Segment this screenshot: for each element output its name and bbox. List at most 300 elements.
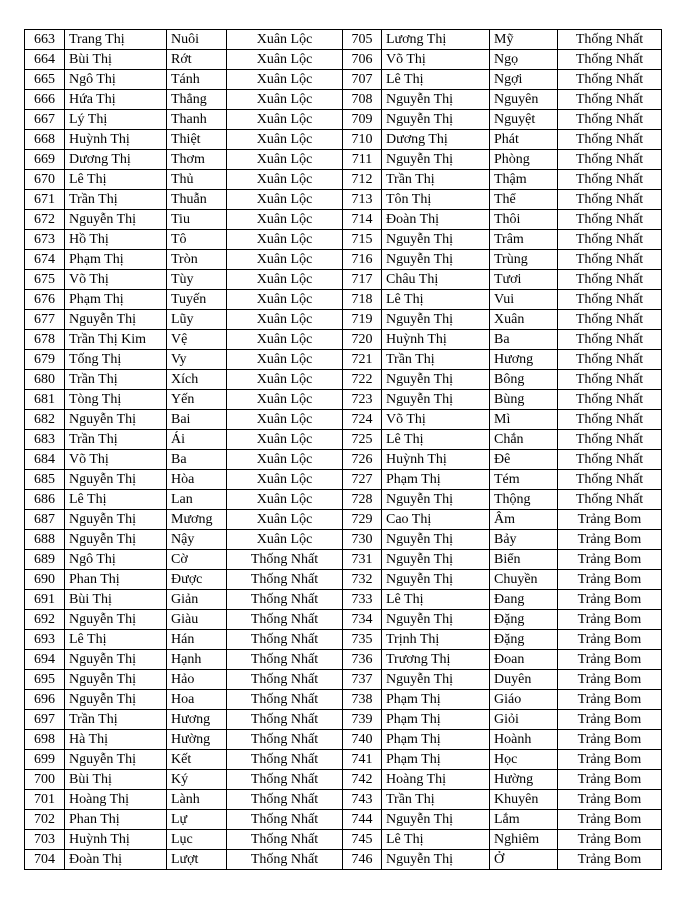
surname-cell: Dương Thị xyxy=(382,130,490,150)
surname-cell: Châu Thị xyxy=(382,270,490,290)
locality-cell: Thống Nhất xyxy=(558,270,662,290)
surname-cell: Trần Thị Kim xyxy=(65,330,167,350)
given-name-cell: Giáo xyxy=(490,690,558,710)
locality-cell: Thống Nhất xyxy=(227,590,343,610)
entry-number-cell: 735 xyxy=(343,630,382,650)
given-name-cell: Giỏi xyxy=(490,710,558,730)
entry-number-cell: 679 xyxy=(25,350,65,370)
entry-number-cell: 698 xyxy=(25,730,65,750)
given-name-cell: Ba xyxy=(490,330,558,350)
entry-number-cell: 711 xyxy=(343,150,382,170)
table-row xyxy=(25,550,662,570)
given-name-cell: Thôi xyxy=(490,210,558,230)
entry-number-cell: 743 xyxy=(343,790,382,810)
surname-cell: Nguyễn Thị xyxy=(65,510,167,530)
surname-cell: Trịnh Thị xyxy=(382,630,490,650)
table-row xyxy=(25,850,662,870)
locality-cell: Thống Nhất xyxy=(558,350,662,370)
entry-number-cell: 693 xyxy=(25,630,65,650)
table-row xyxy=(25,770,662,790)
surname-cell: Lê Thị xyxy=(65,170,167,190)
table-row xyxy=(25,90,662,110)
given-name-cell: Khuyên xyxy=(490,790,558,810)
given-name-cell: Hạnh xyxy=(167,650,227,670)
entry-number-cell: 675 xyxy=(25,270,65,290)
entry-number-cell: 677 xyxy=(25,310,65,330)
entry-number-cell: 725 xyxy=(343,430,382,450)
surname-cell: Đoàn Thị xyxy=(382,210,490,230)
surname-cell: Nguyễn Thị xyxy=(382,110,490,130)
locality-cell: Trảng Bom xyxy=(558,630,662,650)
locality-cell: Xuân Lộc xyxy=(227,270,343,290)
surname-cell: Nguyễn Thị xyxy=(382,250,490,270)
surname-cell: Nguyễn Thị xyxy=(65,650,167,670)
given-name-cell: Hường xyxy=(167,730,227,750)
given-name-cell: Giản xyxy=(167,590,227,610)
locality-cell: Trảng Bom xyxy=(558,670,662,690)
given-name-cell: Nguyên xyxy=(490,90,558,110)
locality-cell: Thống Nhất xyxy=(558,410,662,430)
entry-number-cell: 715 xyxy=(343,230,382,250)
given-name-cell: Mương xyxy=(167,510,227,530)
surname-cell: Lê Thị xyxy=(382,590,490,610)
entry-number-cell: 720 xyxy=(343,330,382,350)
table-row xyxy=(25,530,662,550)
surname-cell: Lê Thị xyxy=(65,490,167,510)
entry-number-cell: 672 xyxy=(25,210,65,230)
locality-cell: Xuân Lộc xyxy=(227,50,343,70)
table-row xyxy=(25,510,662,530)
locality-cell: Trảng Bom xyxy=(558,690,662,710)
locality-cell: Xuân Lộc xyxy=(227,250,343,270)
locality-cell: Thống Nhất xyxy=(558,210,662,230)
entry-number-cell: 739 xyxy=(343,710,382,730)
table-row xyxy=(25,230,662,250)
locality-cell: Thống Nhất xyxy=(558,330,662,350)
surname-cell: Bùi Thị xyxy=(65,50,167,70)
locality-cell: Xuân Lộc xyxy=(227,70,343,90)
locality-cell: Thống Nhất xyxy=(558,70,662,90)
entry-number-cell: 746 xyxy=(343,850,382,870)
given-name-cell: Thộng xyxy=(490,490,558,510)
locality-cell: Thống Nhất xyxy=(227,730,343,750)
surname-cell: Dương Thị xyxy=(65,150,167,170)
given-name-cell: Thanh xyxy=(167,110,227,130)
table-row xyxy=(25,430,662,450)
table-row xyxy=(25,170,662,190)
entry-number-cell: 742 xyxy=(343,770,382,790)
surname-cell: Nguyễn Thị xyxy=(382,490,490,510)
surname-cell: Phạm Thị xyxy=(65,290,167,310)
roster-table xyxy=(24,29,662,870)
locality-cell: Trảng Bom xyxy=(558,710,662,730)
given-name-cell: Học xyxy=(490,750,558,770)
entry-number-cell: 721 xyxy=(343,350,382,370)
given-name-cell: Trâm xyxy=(490,230,558,250)
locality-cell: Trảng Bom xyxy=(558,790,662,810)
surname-cell: Trương Thị xyxy=(382,650,490,670)
surname-cell: Huỳnh Thị xyxy=(65,130,167,150)
locality-cell: Thống Nhất xyxy=(558,230,662,250)
locality-cell: Xuân Lộc xyxy=(227,110,343,130)
given-name-cell: Ái xyxy=(167,430,227,450)
entry-number-cell: 744 xyxy=(343,810,382,830)
entry-number-cell: 676 xyxy=(25,290,65,310)
locality-cell: Xuân Lộc xyxy=(227,330,343,350)
locality-cell: Xuân Lộc xyxy=(227,210,343,230)
entry-number-cell: 713 xyxy=(343,190,382,210)
given-name-cell: Đoan xyxy=(490,650,558,670)
entry-number-cell: 664 xyxy=(25,50,65,70)
surname-cell: Lê Thị xyxy=(382,290,490,310)
given-name-cell: Trùng xyxy=(490,250,558,270)
surname-cell: Nguyễn Thị xyxy=(65,750,167,770)
surname-cell: Nguyễn Thị xyxy=(382,90,490,110)
locality-cell: Xuân Lộc xyxy=(227,150,343,170)
surname-cell: Nguyễn Thị xyxy=(65,670,167,690)
locality-cell: Thống Nhất xyxy=(558,250,662,270)
given-name-cell: Hương xyxy=(167,710,227,730)
entry-number-cell: 695 xyxy=(25,670,65,690)
surname-cell: Trần Thị xyxy=(65,190,167,210)
given-name-cell: Hảo xyxy=(167,670,227,690)
surname-cell: Phan Thị xyxy=(65,810,167,830)
given-name-cell: Lan xyxy=(167,490,227,510)
entry-number-cell: 663 xyxy=(25,30,65,50)
surname-cell: Võ Thị xyxy=(65,270,167,290)
table-row xyxy=(25,450,662,470)
surname-cell: Nguyễn Thị xyxy=(65,530,167,550)
given-name-cell: Thuẫn xyxy=(167,190,227,210)
locality-cell: Xuân Lộc xyxy=(227,290,343,310)
entry-number-cell: 704 xyxy=(25,850,65,870)
entry-number-cell: 717 xyxy=(343,270,382,290)
locality-cell: Trảng Bom xyxy=(558,590,662,610)
given-name-cell: Âm xyxy=(490,510,558,530)
table-row xyxy=(25,470,662,490)
given-name-cell: Thơm xyxy=(167,150,227,170)
given-name-cell: Duyên xyxy=(490,670,558,690)
surname-cell: Cao Thị xyxy=(382,510,490,530)
given-name-cell: Hoành xyxy=(490,730,558,750)
table-row xyxy=(25,50,662,70)
locality-cell: Xuân Lộc xyxy=(227,90,343,110)
given-name-cell: Hòa xyxy=(167,470,227,490)
locality-cell: Thống Nhất xyxy=(558,290,662,310)
entry-number-cell: 718 xyxy=(343,290,382,310)
entry-number-cell: 668 xyxy=(25,130,65,150)
entry-number-cell: 705 xyxy=(343,30,382,50)
table-row xyxy=(25,150,662,170)
surname-cell: Ngô Thị xyxy=(65,550,167,570)
surname-cell: Đoàn Thị xyxy=(65,850,167,870)
surname-cell: Nguyễn Thị xyxy=(65,610,167,630)
entry-number-cell: 730 xyxy=(343,530,382,550)
entry-number-cell: 731 xyxy=(343,550,382,570)
entry-number-cell: 737 xyxy=(343,670,382,690)
given-name-cell: Phòng xyxy=(490,150,558,170)
table-row xyxy=(25,390,662,410)
locality-cell: Thống Nhất xyxy=(227,810,343,830)
surname-cell: Lý Thị xyxy=(65,110,167,130)
given-name-cell: Thậm xyxy=(490,170,558,190)
locality-cell: Thống Nhất xyxy=(227,630,343,650)
locality-cell: Thống Nhất xyxy=(227,850,343,870)
surname-cell: Trần Thị xyxy=(65,430,167,450)
locality-cell: Trảng Bom xyxy=(558,610,662,630)
given-name-cell: Vui xyxy=(490,290,558,310)
given-name-cell: Giàu xyxy=(167,610,227,630)
entry-number-cell: 740 xyxy=(343,730,382,750)
locality-cell: Thống Nhất xyxy=(227,650,343,670)
entry-number-cell: 686 xyxy=(25,490,65,510)
surname-cell: Nguyễn Thị xyxy=(382,390,490,410)
entry-number-cell: 712 xyxy=(343,170,382,190)
locality-cell: Thống Nhất xyxy=(227,570,343,590)
given-name-cell: Hoa xyxy=(167,690,227,710)
locality-cell: Trảng Bom xyxy=(558,830,662,850)
entry-number-cell: 709 xyxy=(343,110,382,130)
surname-cell: Lê Thị xyxy=(382,70,490,90)
given-name-cell: Hường xyxy=(490,770,558,790)
given-name-cell: Lự xyxy=(167,810,227,830)
entry-number-cell: 719 xyxy=(343,310,382,330)
given-name-cell: Hương xyxy=(490,350,558,370)
locality-cell: Xuân Lộc xyxy=(227,30,343,50)
entry-number-cell: 687 xyxy=(25,510,65,530)
surname-cell: Trang Thị xyxy=(65,30,167,50)
table-row xyxy=(25,490,662,510)
surname-cell: Nguyễn Thị xyxy=(382,570,490,590)
given-name-cell: Vệ xyxy=(167,330,227,350)
entry-number-cell: 722 xyxy=(343,370,382,390)
entry-number-cell: 716 xyxy=(343,250,382,270)
surname-cell: Phạm Thị xyxy=(382,730,490,750)
entry-number-cell: 697 xyxy=(25,710,65,730)
table-row xyxy=(25,610,662,630)
locality-cell: Trảng Bom xyxy=(558,770,662,790)
table-row xyxy=(25,750,662,770)
given-name-cell: Tô xyxy=(167,230,227,250)
given-name-cell: Kết xyxy=(167,750,227,770)
entry-number-cell: 680 xyxy=(25,370,65,390)
locality-cell: Thống Nhất xyxy=(558,50,662,70)
given-name-cell: Đang xyxy=(490,590,558,610)
table-row xyxy=(25,190,662,210)
table-row xyxy=(25,370,662,390)
given-name-cell: Hán xyxy=(167,630,227,650)
locality-cell: Thống Nhất xyxy=(227,610,343,630)
surname-cell: Hứa Thị xyxy=(65,90,167,110)
table-row xyxy=(25,70,662,90)
table-row xyxy=(25,130,662,150)
surname-cell: Lê Thị xyxy=(382,430,490,450)
entry-number-cell: 745 xyxy=(343,830,382,850)
surname-cell: Nguyễn Thị xyxy=(65,410,167,430)
surname-cell: Hoàng Thị xyxy=(382,770,490,790)
entry-number-cell: 688 xyxy=(25,530,65,550)
given-name-cell: Đê xyxy=(490,450,558,470)
locality-cell: Trảng Bom xyxy=(558,810,662,830)
entry-number-cell: 710 xyxy=(343,130,382,150)
entry-number-cell: 703 xyxy=(25,830,65,850)
surname-cell: Trần Thị xyxy=(65,710,167,730)
surname-cell: Phạm Thị xyxy=(65,250,167,270)
locality-cell: Trảng Bom xyxy=(558,550,662,570)
surname-cell: Nguyễn Thị xyxy=(382,670,490,690)
given-name-cell: Ngợi xyxy=(490,70,558,90)
surname-cell: Nguyễn Thị xyxy=(65,690,167,710)
locality-cell: Thống Nhất xyxy=(227,710,343,730)
entry-number-cell: 726 xyxy=(343,450,382,470)
locality-cell: Thống Nhất xyxy=(558,110,662,130)
surname-cell: Võ Thị xyxy=(382,410,490,430)
entry-number-cell: 733 xyxy=(343,590,382,610)
entry-number-cell: 707 xyxy=(343,70,382,90)
locality-cell: Thống Nhất xyxy=(227,550,343,570)
surname-cell: Phạm Thị xyxy=(382,470,490,490)
entry-number-cell: 685 xyxy=(25,470,65,490)
given-name-cell: Ký xyxy=(167,770,227,790)
given-name-cell: Phát xyxy=(490,130,558,150)
surname-cell: Trần Thị xyxy=(382,350,490,370)
locality-cell: Xuân Lộc xyxy=(227,310,343,330)
given-name-cell: Tùy xyxy=(167,270,227,290)
given-name-cell: Yến xyxy=(167,390,227,410)
locality-cell: Thống Nhất xyxy=(558,310,662,330)
surname-cell: Tôn Thị xyxy=(382,190,490,210)
given-name-cell: Tươi xyxy=(490,270,558,290)
locality-cell: Thống Nhất xyxy=(558,430,662,450)
entry-number-cell: 671 xyxy=(25,190,65,210)
locality-cell: Xuân Lộc xyxy=(227,490,343,510)
surname-cell: Nguyễn Thị xyxy=(382,150,490,170)
entry-number-cell: 734 xyxy=(343,610,382,630)
locality-cell: Thống Nhất xyxy=(227,790,343,810)
entry-number-cell: 694 xyxy=(25,650,65,670)
surname-cell: Lê Thị xyxy=(382,830,490,850)
given-name-cell: Thủ xyxy=(167,170,227,190)
entry-number-cell: 666 xyxy=(25,90,65,110)
surname-cell: Nguyễn Thị xyxy=(382,810,490,830)
table-row xyxy=(25,250,662,270)
given-name-cell: Tánh xyxy=(167,70,227,90)
table-row xyxy=(25,310,662,330)
locality-cell: Xuân Lộc xyxy=(227,470,343,490)
entry-number-cell: 696 xyxy=(25,690,65,710)
surname-cell: Nguyễn Thị xyxy=(65,210,167,230)
given-name-cell: Lượt xyxy=(167,850,227,870)
entry-number-cell: 667 xyxy=(25,110,65,130)
locality-cell: Xuân Lộc xyxy=(227,130,343,150)
given-name-cell: Được xyxy=(167,570,227,590)
given-name-cell: Lũy xyxy=(167,310,227,330)
given-name-cell: Bùng xyxy=(490,390,558,410)
given-name-cell: Bảy xyxy=(490,530,558,550)
roster-body xyxy=(25,30,662,870)
locality-cell: Xuân Lộc xyxy=(227,370,343,390)
given-name-cell: Ngọ xyxy=(490,50,558,70)
locality-cell: Thống Nhất xyxy=(227,670,343,690)
entry-number-cell: 681 xyxy=(25,390,65,410)
entry-number-cell: 701 xyxy=(25,790,65,810)
entry-number-cell: 732 xyxy=(343,570,382,590)
table-row xyxy=(25,690,662,710)
entry-number-cell: 727 xyxy=(343,470,382,490)
given-name-cell: Nậy xyxy=(167,530,227,550)
given-name-cell: Xích xyxy=(167,370,227,390)
table-row xyxy=(25,110,662,130)
surname-cell: Tống Thị xyxy=(65,350,167,370)
given-name-cell: Đặng xyxy=(490,610,558,630)
surname-cell: Phạm Thị xyxy=(382,690,490,710)
entry-number-cell: 692 xyxy=(25,610,65,630)
surname-cell: Bùi Thị xyxy=(65,590,167,610)
entry-number-cell: 702 xyxy=(25,810,65,830)
given-name-cell: Cờ xyxy=(167,550,227,570)
locality-cell: Trảng Bom xyxy=(558,570,662,590)
given-name-cell: Nuôi xyxy=(167,30,227,50)
entry-number-cell: 700 xyxy=(25,770,65,790)
table-row xyxy=(25,730,662,750)
table-row xyxy=(25,570,662,590)
locality-cell: Thống Nhất xyxy=(227,690,343,710)
locality-cell: Xuân Lộc xyxy=(227,510,343,530)
surname-cell: Nguyễn Thị xyxy=(382,370,490,390)
surname-cell: Nguyễn Thị xyxy=(382,230,490,250)
table-row xyxy=(25,210,662,230)
surname-cell: Phạm Thị xyxy=(382,710,490,730)
table-row xyxy=(25,630,662,650)
entry-number-cell: 729 xyxy=(343,510,382,530)
entry-number-cell: 669 xyxy=(25,150,65,170)
surname-cell: Ngô Thị xyxy=(65,70,167,90)
table-row xyxy=(25,830,662,850)
locality-cell: Thống Nhất xyxy=(227,830,343,850)
entry-number-cell: 684 xyxy=(25,450,65,470)
given-name-cell: Mỹ xyxy=(490,30,558,50)
entry-number-cell: 741 xyxy=(343,750,382,770)
locality-cell: Thống Nhất xyxy=(558,490,662,510)
given-name-cell: Tuyến xyxy=(167,290,227,310)
given-name-cell: Lành xyxy=(167,790,227,810)
table-row xyxy=(25,670,662,690)
given-name-cell: Rớt xyxy=(167,50,227,70)
given-name-cell: Ba xyxy=(167,450,227,470)
given-name-cell: Ở xyxy=(490,850,558,870)
entry-number-cell: 728 xyxy=(343,490,382,510)
given-name-cell: Nghiêm xyxy=(490,830,558,850)
entry-number-cell: 674 xyxy=(25,250,65,270)
surname-cell: Huỳnh Thị xyxy=(382,450,490,470)
entry-number-cell: 699 xyxy=(25,750,65,770)
entry-number-cell: 723 xyxy=(343,390,382,410)
locality-cell: Trảng Bom xyxy=(558,510,662,530)
given-name-cell: Mì xyxy=(490,410,558,430)
locality-cell: Xuân Lộc xyxy=(227,430,343,450)
surname-cell: Nguyễn Thị xyxy=(382,310,490,330)
locality-cell: Xuân Lộc xyxy=(227,190,343,210)
locality-cell: Thống Nhất xyxy=(558,130,662,150)
table-row xyxy=(25,270,662,290)
table-row xyxy=(25,290,662,310)
given-name-cell: Lắm xyxy=(490,810,558,830)
locality-cell: Xuân Lộc xyxy=(227,530,343,550)
surname-cell: Huỳnh Thị xyxy=(65,830,167,850)
locality-cell: Thống Nhất xyxy=(558,90,662,110)
entry-number-cell: 678 xyxy=(25,330,65,350)
locality-cell: Trảng Bom xyxy=(558,650,662,670)
